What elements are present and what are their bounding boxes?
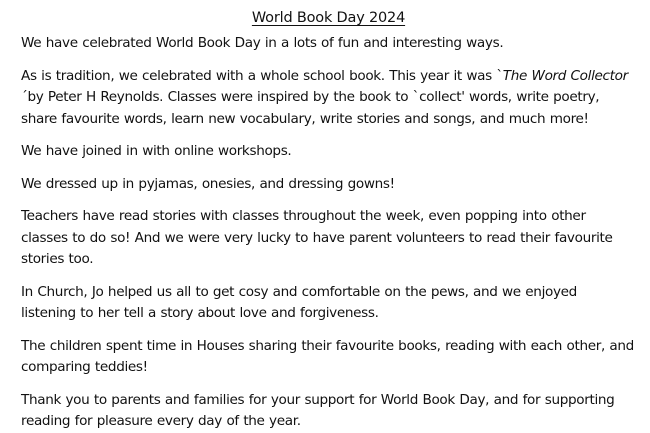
book-title: The Word Collector [502, 67, 628, 84]
paragraph-church: In Church, Jo helped us all to get cosy and comfortable on the pews, and we enjoyed listening to her tell a story about love and forgiveness. [21, 283, 577, 321]
paragraph-teachers-read: Teachers have read stories with classes throughout the week, even popping into other classes to do so! And we were very lucky to have parent volunteers to read their favourite stories too. [21, 208, 613, 267]
paragraph-thank-you: Thank you to parents and families for your support for World Book Day, and for supporting reading for pleasure every day of the year. [21, 391, 615, 429]
paragraph-dressed-up: We dressed up in pyjamas, onesies, and dressing gowns! [21, 175, 395, 192]
paragraph-houses: The children spent time in Houses sharing their favourite books, reading with each other, and comparing teddies! [21, 337, 634, 375]
document-title: World Book Day 2024 [251, 10, 406, 26]
paragraph-celebrated: We have celebrated World Book Day in a lots of fun and interesting ways. [21, 35, 504, 51]
paragraph-whole-school-book [21, 66, 636, 131]
paragraph-text: As is tradition, we celebrated with a whole school book. This year it was ` [21, 67, 503, 84]
paragraph-text: ´by Peter H Reynolds. Classes were inspired by the book to `collect' words, write poetry, share favourite words, learn new vocabulary, write stories and songs, and much more! [21, 89, 600, 127]
paragraph-workshops: We have joined in with online workshops. [21, 143, 292, 159]
